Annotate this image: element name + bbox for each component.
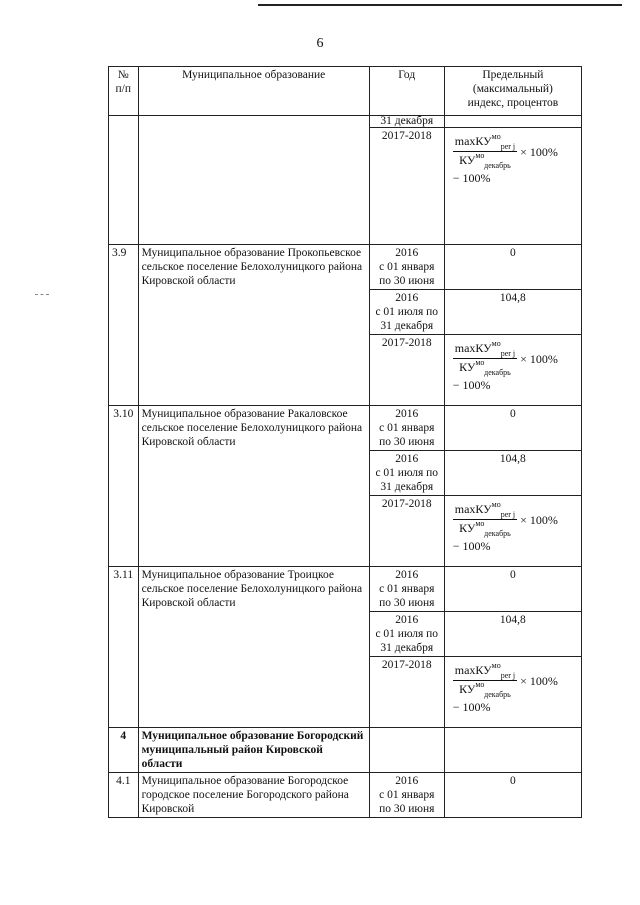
formula: $\frac{\max КУ^{мо}_{per j}}{КУ^{мо}_{декабрь}}$ × 100% − 100% [452,132,558,185]
row-year: 2016 с 01 января по 30 июня [369,245,444,290]
row-year: 2016 с 01 июля по 31 декабря [369,612,444,657]
row-index: 104,8 [444,451,581,496]
formula: $\frac{\max КУ^{мо}_{per j}}{КУ^{мо}_{декабрь}}$ × 100% − 100% [452,500,558,553]
row-num: 3.9 [109,245,139,406]
row-name: Муниципальное образование Прокопьевское сельское поселение Белохолуницкого района Кировской области [138,245,369,406]
formula-cell [444,657,581,728]
formula-cell [444,496,581,567]
row-year: 2016 с 01 июля по 31 декабря [369,290,444,335]
margin-mark [35,294,49,296]
header-index: Предельный (максимальный) индекс, процентов [444,67,581,116]
formula: $\frac{\max КУ^{мо}_{per j}}{КУ^{мо}_{декабрь}}$ × 100% − 100% [452,661,558,714]
index-table [108,66,582,818]
row-name: Муниципальное образование Троицкое сельское поселение Белохолуницкого района Кировской области [138,567,369,728]
row-num [109,116,139,245]
header-rule [258,4,622,6]
formula-cell [444,335,581,406]
row-num: 3.11 [109,567,139,728]
table-row [109,567,582,612]
table-row [109,406,582,451]
row-year: 2016 с 01 января по 30 июня [369,406,444,451]
row-num: 3.10 [109,406,139,567]
table-row [109,116,582,128]
table-row [109,245,582,290]
formula: $\frac{\max КУ^{мо}_{per j}}{КУ^{мо}_{декабрь}}$ × 100% − 100% [452,339,558,392]
row-year: 2017-2018 [369,128,444,245]
row-num: 4.1 [109,773,139,818]
row-index: 104,8 [444,290,581,335]
header-name: Муниципальное образование [138,67,369,116]
row-year: 2016 с 01 января по 30 июня [369,567,444,612]
row-name: Муниципальное образование Богородское городское поселение Богородского района Кировской [138,773,369,818]
row-year: 2017-2018 [369,335,444,406]
table-row [109,773,582,818]
row-num: 4 [109,728,139,773]
row-index: 0 [444,406,581,451]
row-year: 2017-2018 [369,657,444,728]
row-index: 0 [444,567,581,612]
row-year [369,728,444,773]
row-index [444,116,581,128]
page-number: 6 [316,36,324,51]
row-index [444,728,581,773]
row-index: 0 [444,773,581,818]
table-header-row [109,67,582,116]
row-year: 2016 с 01 июля по 31 декабря [369,451,444,496]
header-num: № п/п [109,67,139,116]
row-year: 2016 с 01 января по 30 июня [369,773,444,818]
row-year: 2017-2018 [369,496,444,567]
formula-cell [444,128,581,245]
row-year: 31 декабря [369,116,444,128]
row-index: 104,8 [444,612,581,657]
row-index: 0 [444,245,581,290]
row-name [138,116,369,245]
table-row [109,728,582,773]
row-name: Муниципальное образование Ракаловское сельское поселение Белохолуницкого района Кировской области [138,406,369,567]
row-name: Муниципальное образование Богородский муниципальный район Кировской области [138,728,369,773]
header-year: Год [369,67,444,116]
